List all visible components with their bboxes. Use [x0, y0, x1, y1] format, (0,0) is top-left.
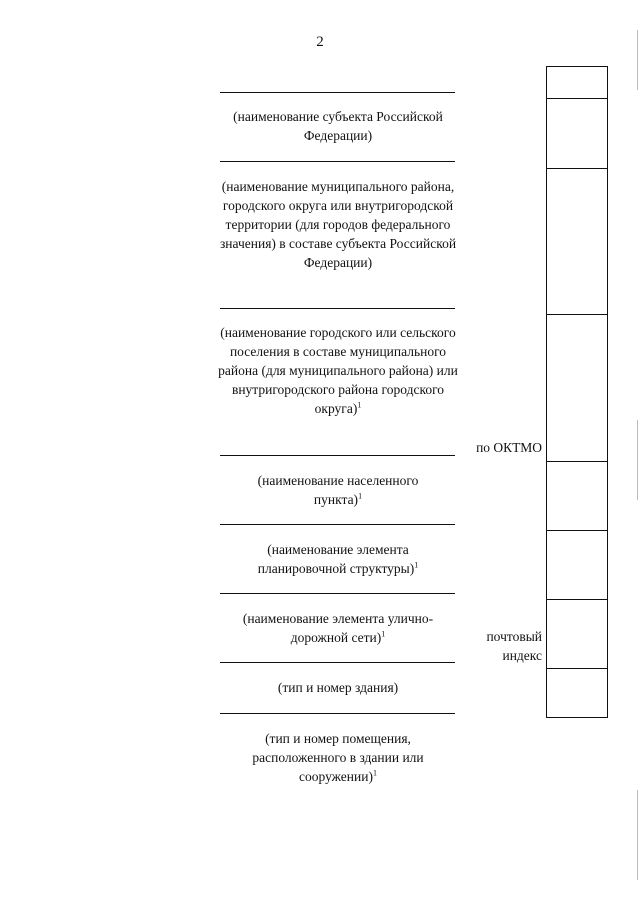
field-line-municipal-district: [220, 161, 455, 162]
caption-subject: (наименование субъекта Российской Федерации): [233, 109, 443, 143]
field-line-premises: [220, 713, 455, 714]
field-line-subject: [220, 92, 455, 93]
caption-street-element: (наименование элемента улично-дорожной сети)$^1$: [242, 611, 434, 645]
scan-edge-mark: [637, 30, 638, 90]
caption-building: (тип и номер здания): [277, 680, 399, 695]
caption-premises: (тип и номер помещения, расположенного в здании или сооружении)$^1$: [252, 731, 424, 784]
caption-planning-element: (наименование элемента планировочной структуры)$^1$: [257, 542, 419, 576]
code-cell-divider: [547, 668, 607, 669]
code-box-column: [546, 66, 608, 718]
postal-index-label-line1: почтовый: [486, 629, 542, 644]
code-cell-divider: [547, 314, 607, 315]
field-line-planning-element: [220, 524, 455, 525]
field-line-building: [220, 662, 455, 663]
oktmo-label: по ОКТМО: [476, 440, 542, 455]
field-line-locality: [220, 455, 455, 456]
caption-municipal-district: (наименование муниципального района, городского округа или внутригородской территории (для городов федерального значения) в составе субъекта Российской Федерации): [219, 179, 457, 270]
code-cell-divider: [547, 599, 607, 600]
code-cell-divider: [547, 461, 607, 462]
caption-settlement: (наименование городского или сельского поселения в составе муниципального района (для муниципального района) или внутригородского района городского округа)$^1$: [218, 325, 458, 416]
scan-edge-mark: [637, 420, 638, 500]
postal-index-label-line2: индекс: [502, 648, 542, 663]
scan-edge-mark: [637, 790, 638, 880]
field-line-settlement: [220, 308, 455, 309]
field-line-street-element: [220, 593, 455, 594]
code-cell-divider: [547, 168, 607, 169]
code-cell-divider: [547, 98, 607, 99]
postal-index-label: [440, 627, 542, 665]
caption-locality: (наименование населенного пункта)$^1$: [257, 473, 419, 507]
code-cell-divider: [547, 530, 607, 531]
page-number: 2: [316, 34, 324, 50]
